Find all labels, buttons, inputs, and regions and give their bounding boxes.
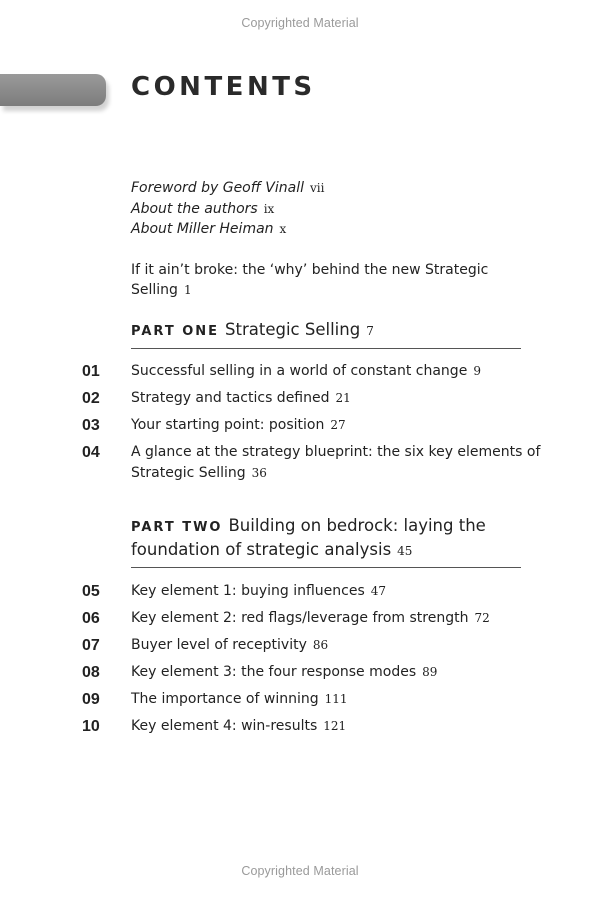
chapter-entry[interactable] [131,610,490,626]
front-matter-title: Foreword by Geoff Vinall [131,180,304,196]
page-number: 45 [397,544,413,558]
front-matter-item[interactable] [131,221,286,237]
chapter-title: Key element 3: the four response modes [131,664,417,680]
chapter-tab-decoration [0,74,106,106]
watermark-bottom: Copyrighted Material [241,864,359,878]
divider [131,567,521,568]
page-number: 72 [474,611,490,625]
page-number: 86 [312,638,329,652]
page-number: 9 [473,364,481,378]
page-number: 7 [366,324,374,338]
intro-entry[interactable]: If it ain’t broke: the ‘why’ behind the new Strategic [131,262,489,278]
chapter-title: Buyer level of receptivity [131,637,307,653]
front-matter-title: About Miller Heiman [131,221,274,237]
chapter-number: 04 [82,444,100,461]
page-title: CONTENTS [131,72,316,102]
front-matter-item[interactable] [131,180,324,196]
part-label: PART TWO [131,520,223,535]
chapter-title: Your starting point: position [131,417,325,433]
chapter-entry[interactable]: A glance at the strategy blueprint: the six key elements of [131,444,541,460]
intro-title-cont: Selling [131,282,178,298]
front-matter-item[interactable] [131,201,274,217]
page-number: x [279,222,287,236]
chapter-title: Strategy and tactics defined [131,390,330,406]
chapter-entry[interactable] [131,417,346,433]
chapter-number: 06 [82,610,100,627]
page-number: ix [263,202,275,216]
chapter-number: 09 [82,691,100,708]
part-one-heading[interactable] [131,320,374,339]
chapter-entry[interactable] [131,718,346,734]
part-two-heading-cont[interactable] [131,540,412,559]
page-number: 27 [330,418,346,432]
chapter-number: 05 [82,583,100,600]
page-number: 89 [422,665,438,679]
divider [131,348,521,349]
chapter-number: 07 [82,637,100,654]
page-number: vii [310,181,325,195]
chapter-entry[interactable] [131,363,481,379]
chapter-entry[interactable] [131,637,328,653]
chapter-number: 02 [82,390,100,407]
chapter-number: 01 [82,363,100,380]
chapter-entry-cont[interactable] [131,465,267,481]
part-two-heading[interactable] [131,516,486,535]
intro-entry-cont[interactable] [131,282,192,298]
part-title-cont: foundation of strategic analysis [131,540,392,559]
chapter-title: Key element 4: win-results [131,718,318,734]
chapter-title: The importance of winning [131,691,319,707]
chapter-entry[interactable] [131,691,348,707]
page-number: 121 [323,719,347,733]
chapter-number: 03 [82,417,100,434]
chapter-number: 08 [82,664,100,681]
chapter-number: 10 [82,718,100,735]
chapter-title: Successful selling in a world of constant change [131,363,468,379]
page-number: 47 [370,584,387,598]
front-matter-title: About the authors [131,201,258,217]
chapter-title-cont: Strategic Selling [131,465,246,481]
page-number: 21 [335,391,351,405]
chapter-title: Key element 1: buying influences [131,583,365,599]
chapter-entry[interactable] [131,664,437,680]
page-number: 111 [324,692,348,706]
part-title: Strategic Selling [225,320,361,339]
part-label: PART ONE [131,324,220,339]
chapter-entry[interactable] [131,390,351,406]
chapter-entry[interactable] [131,583,386,599]
page-number: 36 [251,466,267,480]
watermark-top: Copyrighted Material [241,16,359,30]
page-number: 1 [183,283,192,297]
chapter-title: Key element 2: red flags/leverage from strength [131,610,469,626]
part-title: Building on bedrock: laying the [228,516,486,535]
